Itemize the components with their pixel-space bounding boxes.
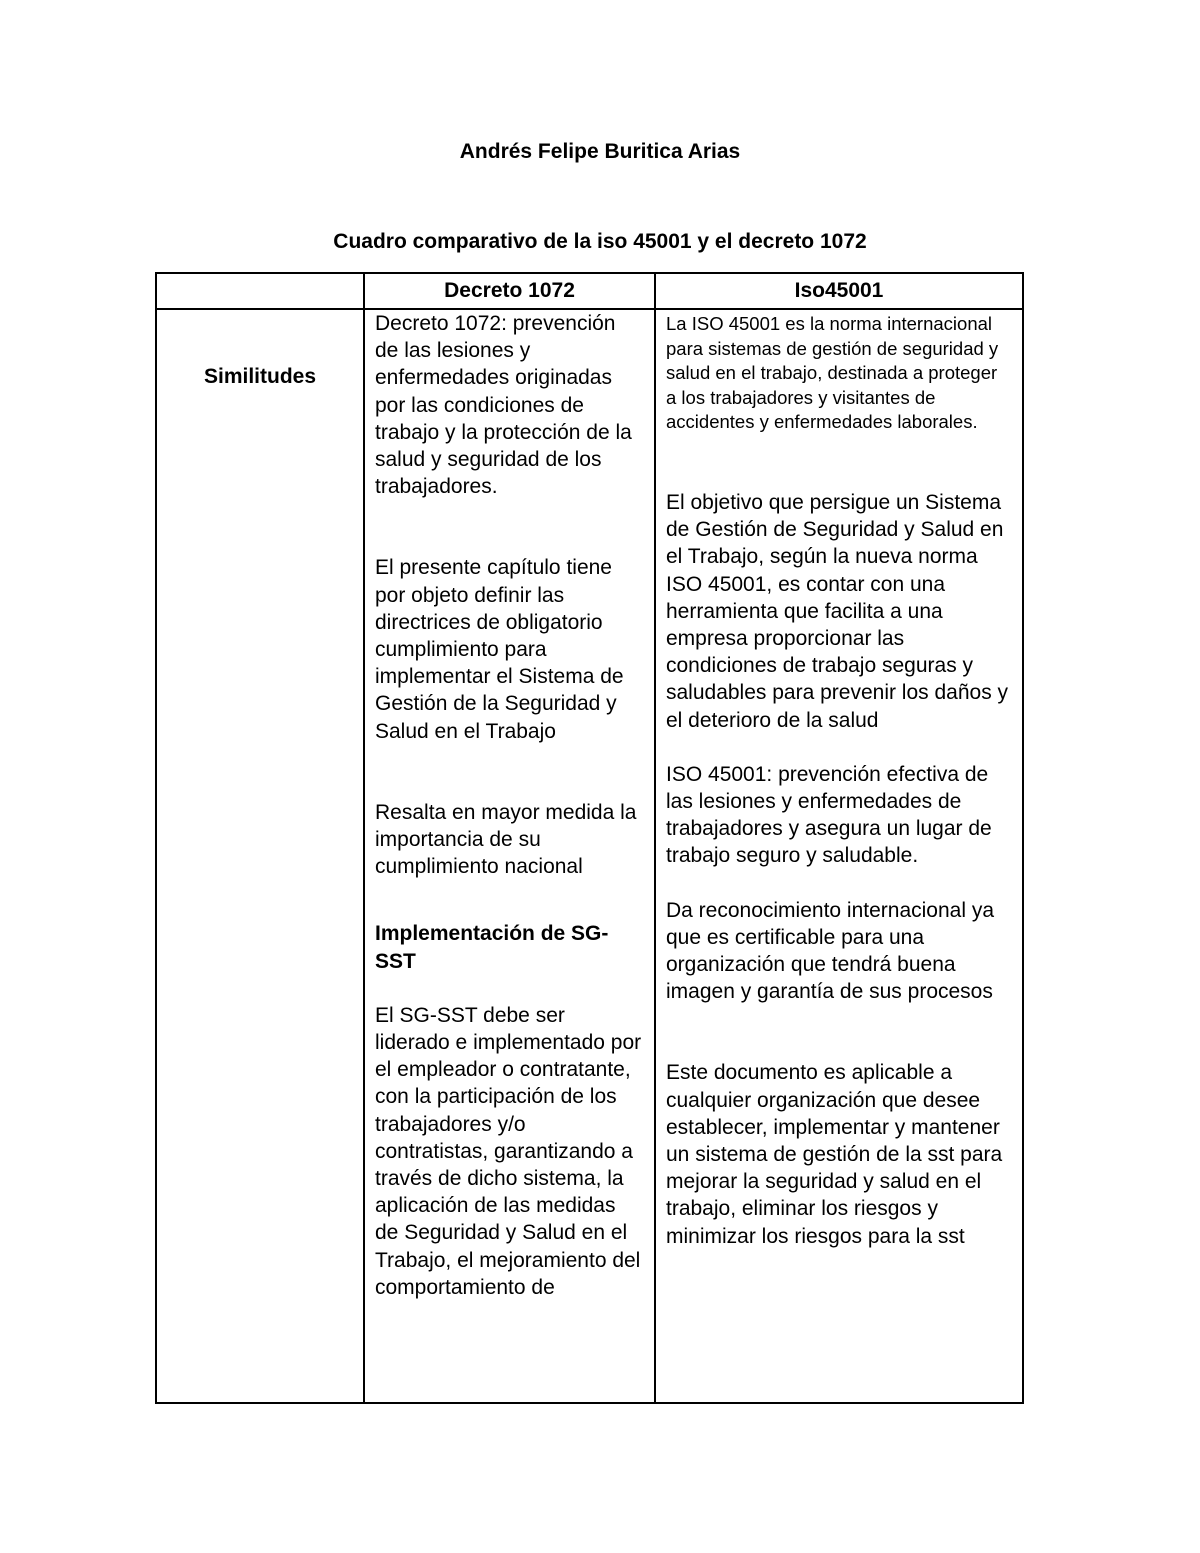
iso-cell	[655, 309, 1023, 1403]
header-decreto-1072: Decreto 1072	[364, 273, 655, 309]
decreto-cell	[364, 309, 655, 1403]
decreto-paragraph-1: Decreto 1072: prevención de las lesiones y enfermedades originadas por las condiciones de trabajo y la protección de la salud y seguridad de los trabajadores.	[375, 312, 632, 499]
decreto-heading-implementacion: Implementación de SG-SST	[375, 922, 609, 973]
iso-paragraph-2: El objetivo que persigue un Sistema de Gestión de Seguridad y Salud en el Trabajo, según la nueva norma ISO 45001, es contar con una herramienta que facilita a una empresa proporcionar las condiciones de trabajo seguras y saludables para prevenir los daños y el deterioro de la salud	[666, 490, 1009, 732]
decreto-paragraph-2: El presente capítulo tiene por objeto definir las directrices de obligatorio cumplimiento para implementar el Sistema de Gestión de la Seguridad y Salud en el Trabajo	[375, 556, 624, 743]
header-iso-45001: Iso45001	[655, 273, 1023, 309]
decreto-paragraph-4: El SG-SST debe ser liderado e implementado por el empleador o contratante, con la participación de los trabajadores y/o contratistas, garantizando a través de dicho sistema, la aplicación de las medidas de Seguridad y Salud en el Trabajo, el mejoramiento del comportamiento de	[375, 1003, 642, 1299]
table-row-similitudes	[156, 309, 1023, 1403]
iso-paragraph-4: Da reconocimiento internacional ya que es certificable para una organización que tendrá buena imagen y garantía de sus procesos	[666, 898, 995, 1004]
table-header-row	[156, 273, 1023, 309]
document-title: Cuadro comparativo de la iso 45001 y el decreto 1072	[333, 230, 867, 253]
iso-paragraph-1: La ISO 45001 es la norma internacional para sistemas de gestión de seguridad y salud en el trabajo, destinada a proteger a los trabajadores y visitantes de accidentes y enfermedades laborales.	[666, 313, 999, 433]
row-label-cell	[156, 309, 364, 1403]
iso-paragraph-5: Este documento es aplicable a cualquier organización que desee establecer, implementar y mantener un sistema de gestión de la sst para mejorar la seguridad y salud en el trabajo, eliminar los riesgos y minimizar los riesgos para la sst	[666, 1061, 1003, 1248]
row-label-similitudes: Similitudes	[203, 365, 317, 388]
author-name: Andrés Felipe Buritica Arias	[459, 140, 741, 163]
comparison-table	[155, 272, 1024, 1404]
iso-paragraph-3: ISO 45001: prevención efectiva de las lesiones y enfermedades de trabajadores y asegura un lugar de trabajo seguro y saludable.	[666, 762, 992, 868]
header-empty-cell	[156, 273, 364, 309]
decreto-paragraph-3: Resalta en mayor medida la importancia de su cumplimiento nacional	[375, 800, 637, 879]
